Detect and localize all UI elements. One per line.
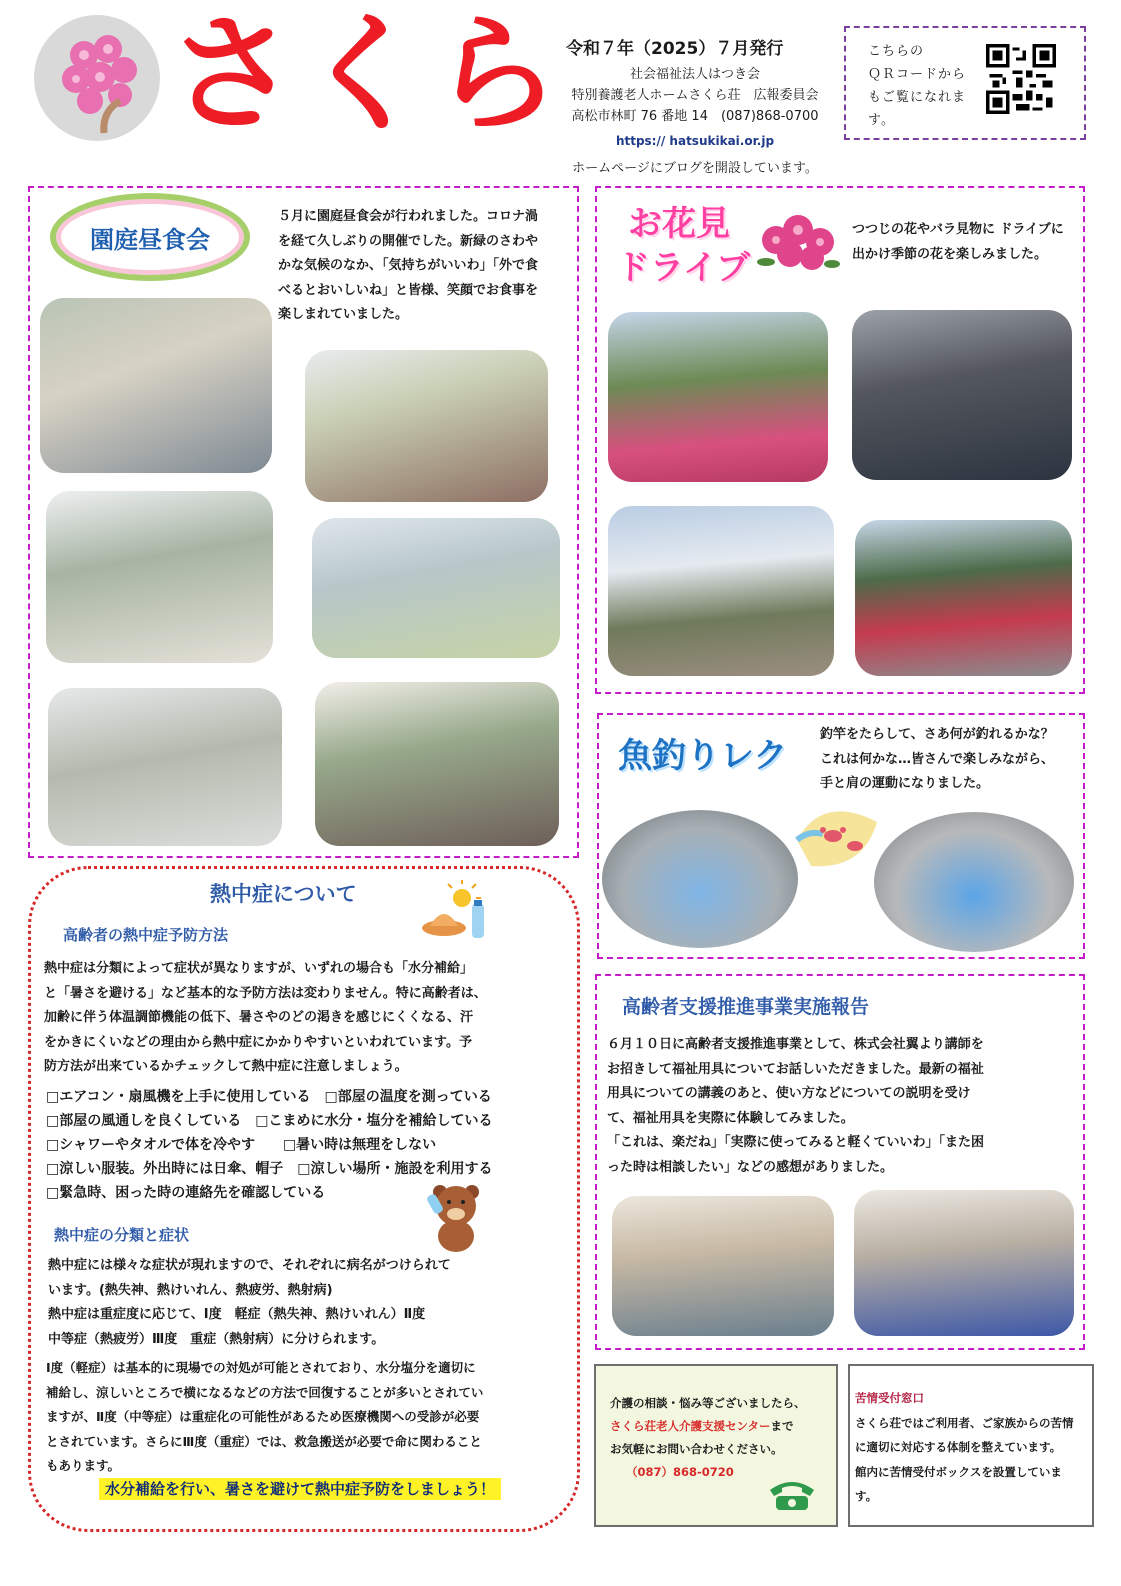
qr-caption — [868, 40, 980, 132]
text-line: ますが、Ⅱ度（中等症）は重症化の可能性があるため医療機関への受診が必要 — [46, 1409, 480, 1424]
text-line: 加齢に伴う体温調節機能の低下、暑さやのどの渇きを感じにくくなる、汗 — [44, 1010, 474, 1025]
text-line: お招きして福祉用具についてお話しいただきました。最新の福祉 — [607, 1061, 984, 1077]
text-line: かな気候のなか、「気持ちがいいわ」「外で食 — [278, 258, 539, 273]
text-line: 楽しまれていました。 — [278, 307, 409, 322]
text-line: に適切に対応する体制を整えています。 — [855, 1440, 1062, 1454]
garden-lunch-photo — [40, 298, 272, 473]
garden-lunch-photo — [312, 518, 560, 658]
garden-lunch-photo — [48, 688, 282, 846]
text-line: 中等症（熱疲労）Ⅲ度 重症（熱射病）に分けられます。 — [48, 1331, 385, 1347]
text-line: 熱中症には様々な症状が現れますので、それぞれに病名がつけられて — [48, 1258, 451, 1273]
text-line: て、福祉用具を実際に体験してみました。 — [607, 1110, 854, 1126]
flower-drive-photo — [608, 312, 828, 482]
garden-lunch-text — [278, 205, 572, 328]
fishing-photo — [602, 810, 798, 948]
text-line: ６月１０日に高齢者支援推進事業として、株式会社翼より講師を — [607, 1037, 984, 1052]
text-line: 釣竿をたらして、さあ何が釣れるかな？ — [820, 727, 1054, 742]
prevention-subtitle: 高齢者の熱中症予防方法 — [63, 926, 229, 944]
fishing-text — [820, 723, 1082, 797]
org-line: 高松市林町 76 番地 14 (087)868-0700 — [571, 109, 819, 124]
flower-drive-title-2: ドライブ — [616, 248, 750, 288]
qr-code-icon[interactable] — [986, 44, 1056, 114]
blog-note: ホームページにブログを開設しています。 — [572, 161, 818, 176]
text-line: べるとおいしいね」と皆様、笑顔でお食事を — [278, 282, 539, 298]
text-line: 手と肩の運動になりました。 — [820, 776, 990, 791]
flower-drive-text — [852, 218, 1080, 267]
checklist-item[interactable]: □緊急時、困った時の連絡先を確認している — [46, 1185, 326, 1201]
severity-text — [46, 1356, 566, 1479]
text-line: さくら荘ではご利用者、ご家族からの苦情 — [855, 1415, 1074, 1430]
text-line: す。 — [855, 1489, 878, 1503]
text-line: 用具についての講義のあと、使い方などについての説明を受け — [607, 1086, 971, 1101]
text-line: をかきにくいなどの理由から熱中症にかかりやすいといわれています。予 — [44, 1034, 472, 1050]
support-report-photo — [854, 1190, 1074, 1336]
text-line: 補給し、涼しいところで横になるなどの方法で回復することが多いとされてい — [46, 1384, 484, 1400]
text-line: Ⅰ度（軽症）は基本的に現場での対処が可能とされており、水分塩分を適切に — [46, 1360, 476, 1375]
text-line: とされています。さらにⅢ度（重症）では、救急搬送が必要で命に関わること — [46, 1433, 482, 1449]
flower-drive-photo — [855, 520, 1072, 676]
issue-date: 令和７年（2025）７月発行 — [566, 39, 784, 59]
garden-lunch-photo — [46, 491, 273, 663]
qr-caption-line: す。 — [868, 113, 895, 128]
sun-hat-water-icon — [418, 880, 492, 946]
support-report-title: 高齢者支援推進事業実施報告 — [622, 996, 870, 1018]
complaint-text — [855, 1386, 1091, 1509]
text-line: 防方法が出来ているかチェックして熱中症に注意しましょう。 — [44, 1059, 408, 1074]
sakura-flower-icon — [34, 15, 160, 141]
heatstroke-slogan: 水分補給を行い、暑さを避けて熱中症予防をしましょう！ — [99, 1478, 501, 1500]
text-line: います。(熱失神、熱けいれん、熱疲労、熱射病) — [48, 1282, 333, 1298]
support-report-photo — [612, 1196, 834, 1336]
fishing-title: 魚釣りレク — [618, 736, 788, 776]
classification-text — [48, 1254, 528, 1352]
garden-lunch-title: 園庭昼食会 — [90, 226, 210, 254]
crab-icon — [793, 800, 881, 872]
qr-caption-line: ＱＲコードから — [868, 67, 967, 82]
org-line: 特別養護老人ホームさくら荘 広報委員会 — [571, 88, 819, 103]
support-report-text — [607, 1033, 1077, 1180]
logo-badge — [34, 15, 160, 141]
checklist-item[interactable]: □部屋の風通しを良くしている □こまめに水分・塩分を補給している — [46, 1113, 493, 1129]
bear-drinking-icon — [426, 1180, 488, 1254]
heatstroke-title: 熱中症について — [210, 882, 357, 906]
fishing-photo — [874, 812, 1074, 952]
flower-drive-photo — [852, 310, 1072, 480]
flower-drive-photo — [608, 506, 834, 676]
consult-phone[interactable]: （087）868-0720 — [626, 1465, 734, 1479]
garden-lunch-photo — [305, 350, 548, 502]
classification-subtitle: 熱中症の分類と症状 — [54, 1226, 190, 1244]
consult-text — [610, 1392, 834, 1484]
text-line: 熱中症は重症度に応じて、Ⅰ度 軽症（熱失神、熱けいれん）Ⅱ度 — [48, 1307, 426, 1322]
slogan-box — [60, 1478, 540, 1499]
azalea-flowers-icon — [756, 210, 840, 276]
support-center-name: さくら荘老人介護支援センター — [610, 1419, 771, 1433]
text-line: これは何かな…皆さんで楽しみながら、 — [820, 751, 1055, 767]
garden-lunch-photo — [315, 682, 559, 846]
text-line: 「これは、楽だね」「実際に使ってみると軽くていいわ」「また困 — [607, 1135, 985, 1150]
prevention-text — [44, 957, 564, 1080]
flower-drive-title-1: お花見 — [628, 204, 730, 244]
text-line: 出かけ季節の花を楽しみました。 — [852, 246, 1048, 262]
website-link[interactable]: https:// hatsukikai.or.jp — [615, 134, 775, 148]
newsletter-title: さくら — [168, 0, 565, 149]
text-line: 熱中症は分類によって症状が異なりますが、いずれの場合も「水分補給」 — [44, 961, 474, 976]
text-line: を経て久しぶりの開催でした。新緑のさわや — [278, 233, 539, 249]
text-line: もあります。 — [46, 1458, 121, 1473]
qr-caption-line: こちらの — [868, 44, 925, 59]
checklist-item[interactable]: □シャワーやタオルで体を冷やす □暑い時は無理をしない — [46, 1137, 437, 1153]
text-line: った時は相談したい」などの感想がありました。 — [607, 1159, 894, 1175]
text-line: 館内に苦情受付ボックスを設置していま — [855, 1464, 1062, 1479]
prevention-checklist — [46, 1085, 566, 1205]
telephone-icon — [766, 1478, 818, 1512]
text-line: と「暑さを避ける」など基本的な予防方法は変わりません。特に高齢者は、 — [44, 985, 487, 1001]
qr-caption-line: もご覧になれま — [868, 90, 967, 105]
publisher-info — [540, 64, 850, 127]
text-line: ５月に園庭昼食会が行われました。コロナ渦 — [278, 209, 539, 224]
checklist-item[interactable]: □エアコン・扇風機を上手に使用している □部屋の温度を測っている — [46, 1089, 492, 1105]
text-line: お気軽にお問い合わせください。 — [610, 1442, 783, 1456]
checklist-item[interactable]: □涼しい服装。外出時には日傘、帽子 □涼しい場所・施設を利用する — [46, 1161, 493, 1177]
text-line: まで — [770, 1419, 794, 1433]
complaint-title: 苦情受付窓口 — [855, 1391, 924, 1405]
org-line: 社会福祉法人はつき会 — [629, 67, 760, 82]
text-line: つつじの花やバラ見物に ドライブに — [852, 222, 1064, 237]
text-line: 介護の相談・悩み等ございましたら、 — [610, 1396, 806, 1410]
